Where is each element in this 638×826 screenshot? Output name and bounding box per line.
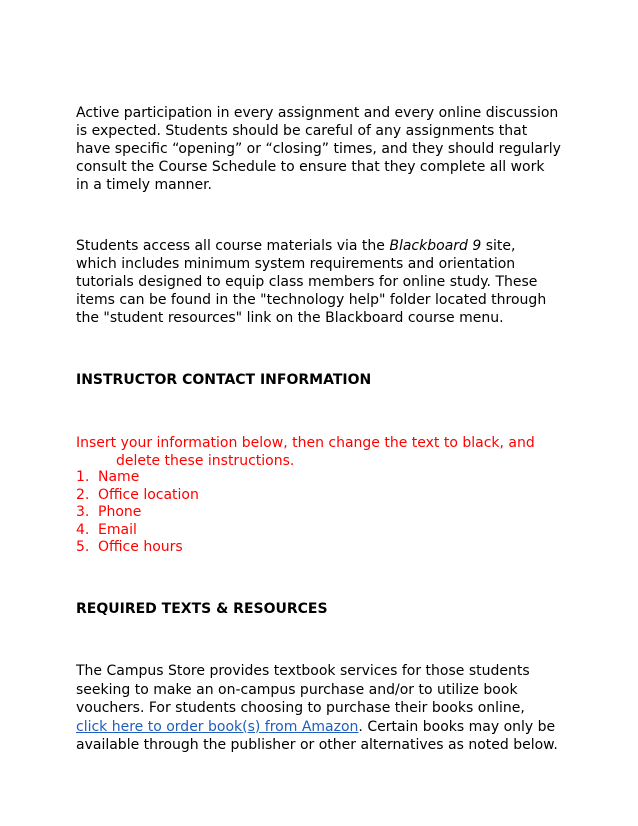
paragraph-line: the "student resources" link on the Blackboard course menu. xyxy=(76,310,504,326)
list-label: Office hours xyxy=(98,539,183,555)
paragraph-line xyxy=(76,718,576,737)
paragraph-line: The Campus Store provides textbook services for those students xyxy=(76,663,530,679)
list-label: Office location xyxy=(98,486,199,503)
paragraph-line: in a timely manner. xyxy=(76,177,212,193)
list-item xyxy=(76,539,199,557)
instructions-line xyxy=(76,452,576,470)
list-item xyxy=(76,469,199,487)
list-label: Email xyxy=(98,521,137,538)
line-text: site, xyxy=(481,238,516,254)
instructions-text xyxy=(76,434,576,470)
list-number: 4. xyxy=(76,521,90,538)
list-item xyxy=(76,487,199,505)
list-number: 5. xyxy=(76,539,90,555)
course-materials-paragraph xyxy=(76,237,576,327)
list-item xyxy=(76,522,199,540)
instructor-contact-heading: INSTRUCTOR CONTACT INFORMATION xyxy=(76,372,372,388)
instructions-line-indented: delete these instructions. xyxy=(116,453,295,469)
amazon-order-link[interactable]: click here to order book(s) from Amazon xyxy=(76,718,359,735)
paragraph-line: vouchers. For students choosing to purchase their books online, xyxy=(76,700,525,716)
line-text: Students access all course materials via the xyxy=(76,238,390,254)
paragraph-line: Active participation in every assignment and every online discussion xyxy=(76,105,559,121)
instructions-line: Insert your information below, then change the text to black, and xyxy=(76,435,535,451)
campus-store-paragraph xyxy=(76,662,576,755)
paragraph-line: is expected. Students should be careful of any assignments that xyxy=(76,123,528,139)
contact-info-list xyxy=(76,469,199,557)
paragraph-line xyxy=(76,237,576,255)
paragraph-line: seeking to make an on-campus purchase and/or to utilize book xyxy=(76,681,518,698)
required-texts-heading: REQUIRED TEXTS & RESOURCES xyxy=(76,601,328,617)
list-number: 3. xyxy=(76,504,90,520)
paragraph-line: tutorials designed to equip class members for online study. These xyxy=(76,274,538,290)
list-number: 2. xyxy=(76,486,90,503)
paragraph-line: available through the publisher or other alternatives as noted below. xyxy=(76,737,558,753)
participation-paragraph xyxy=(76,104,576,194)
paragraph-line: which includes minimum system requirements and orientation xyxy=(76,256,516,272)
line-text: . Certain books may only be xyxy=(358,718,556,735)
paragraph-line: consult the Course Schedule to ensure that they complete all work xyxy=(76,159,545,175)
paragraph-line: have specific “opening” or “closing” times, and they should regularly xyxy=(76,141,561,157)
list-number: 1. xyxy=(76,469,90,485)
list-item xyxy=(76,504,199,522)
list-label: Phone xyxy=(98,504,142,520)
blackboard-name: Blackboard 9 xyxy=(389,238,482,254)
list-label: Name xyxy=(98,469,140,485)
paragraph-line: items can be found in the "technology help" folder located through xyxy=(76,292,547,308)
